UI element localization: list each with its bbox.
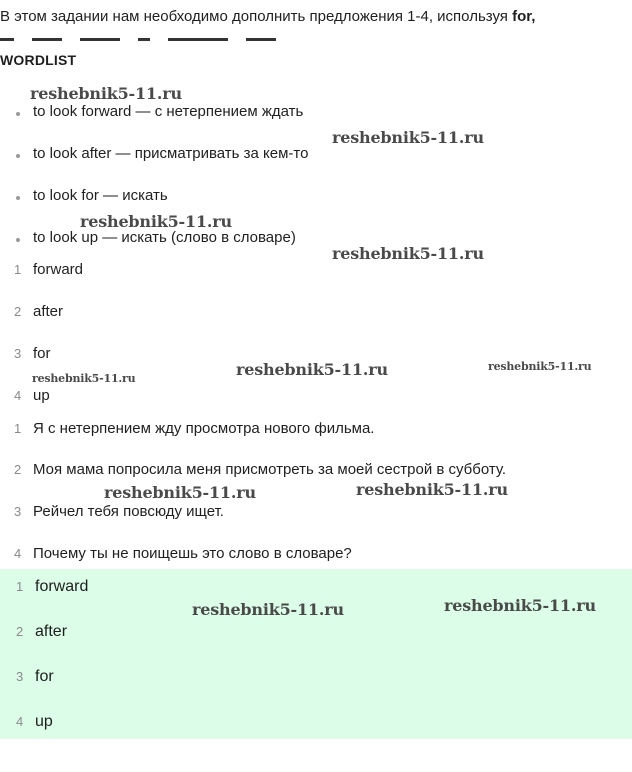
- option-number: 3: [14, 346, 22, 361]
- watermark: reshebnik5-11.ru: [192, 600, 344, 619]
- answer-number: 4: [16, 714, 24, 729]
- watermark: reshebnik5-11.ru: [30, 84, 182, 103]
- wordlist-item-text: to look for — искать: [33, 187, 168, 204]
- answer-text: for: [35, 668, 54, 685]
- option-text: up: [33, 387, 50, 404]
- watermark: reshebnik5-11.ru: [488, 360, 592, 373]
- watermark: reshebnik5-11.ru: [444, 596, 596, 615]
- option-text: for: [33, 345, 51, 362]
- wordlist-item-text: to look after — присматривать за кем-то: [33, 145, 309, 162]
- answer-number: 3: [16, 669, 24, 684]
- watermark: reshebnik5-11.ru: [32, 372, 136, 385]
- watermark: reshebnik5-11.ru: [236, 360, 388, 379]
- wordlist-heading: WORDLIST: [0, 52, 77, 68]
- answer-number: 1: [16, 579, 24, 594]
- option-number: 1: [14, 262, 22, 277]
- option-number: 2: [14, 304, 22, 319]
- intro-text-main: В этом задании нам необходимо дополнить предложения 1-4, используя: [0, 8, 508, 25]
- intro-text: [0, 8, 535, 25]
- clipped-text-line: [0, 38, 400, 44]
- sentence-text: Рейчел тебя повсюду ищет.: [33, 503, 224, 520]
- answer-text: up: [35, 713, 53, 730]
- answer-text: after: [35, 623, 68, 640]
- option-text: after: [33, 303, 64, 320]
- watermark: reshebnik5-11.ru: [80, 212, 232, 231]
- answer-box: [0, 569, 632, 739]
- sentence-text: Моя мама попросила меня присмотреть за моей сестрой в субботу.: [33, 461, 507, 478]
- wordlist-item-text: to look up — искать (слово в словаре): [33, 229, 296, 246]
- option-text: forward: [33, 261, 84, 278]
- sentence-text: Почему ты не поищешь это слово в словаре?: [33, 545, 352, 562]
- intro-text-bold: for,: [512, 8, 536, 25]
- sentence-number: 3: [14, 504, 22, 519]
- wordlist-item-text: to look forward — с нетерпением ждать: [33, 103, 304, 120]
- answer-number: 2: [16, 624, 24, 639]
- sentence-text: Я с нетерпением жду просмотра нового фильма.: [33, 420, 375, 437]
- watermark: reshebnik5-11.ru: [104, 483, 256, 502]
- sentence-number: 4: [14, 546, 22, 561]
- bullet-dot-icon: [16, 112, 20, 116]
- answer-text: forward: [35, 578, 89, 595]
- bullet-dot-icon: [16, 196, 20, 200]
- option-number: 4: [14, 388, 22, 403]
- sentence-number: 2: [14, 462, 22, 477]
- bullet-dot-icon: [16, 154, 20, 158]
- watermark: reshebnik5-11.ru: [356, 480, 508, 499]
- bullet-dot-icon: [16, 238, 20, 242]
- watermark: reshebnik5-11.ru: [332, 128, 484, 147]
- watermark: reshebnik5-11.ru: [332, 244, 484, 263]
- sentence-number: 1: [14, 421, 22, 436]
